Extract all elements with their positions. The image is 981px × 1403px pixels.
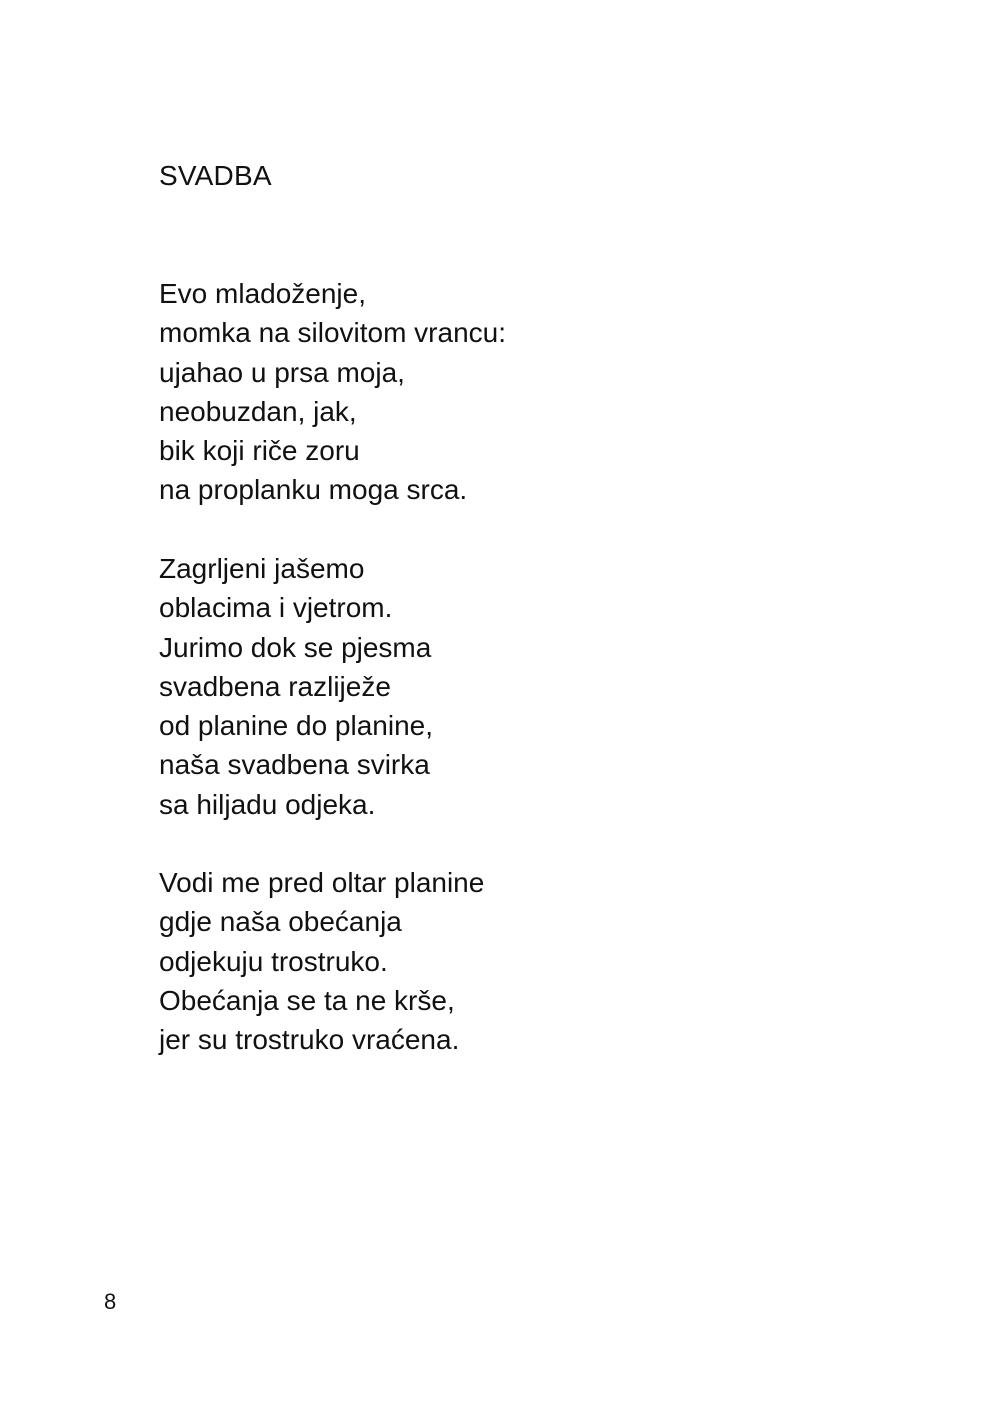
poem-line: Obećanja se ta ne krše, [159,984,455,1016]
poem-line: naša svadbena svirka [159,749,430,781]
poem-line: sa hiljadu odjeka. [159,788,376,820]
poem-line: Evo mladoženje, [159,278,367,309]
poem-line: Vodi me pred oltar planine [159,867,485,898]
poem-line: neobuzdan, jak, [159,395,357,427]
poem-line: odjekuju trostruko. [159,945,388,977]
poem-line: Zagrljeni jašemo [159,553,365,584]
stanza-3 [159,863,484,1059]
poem-line: jer su trostruko vraćena. [159,1024,460,1056]
poem-title: SVADBA [159,160,272,191]
poem-line: gdje naša obećanja [159,906,402,938]
poem-line: Jurimo dok se pjesma [159,631,432,663]
page-number: 8 [104,1289,117,1314]
poem-line: ujahao u prsa moja, [159,356,405,388]
stanza-2 [159,549,433,824]
poem-line: svadbena razliježe [159,670,391,702]
poem-line: od planine do planine, [159,710,434,742]
poem-line: na proplanku moga srca. [159,474,468,506]
stanza-1 [159,274,506,510]
poem-line: oblacima i vjetrom. [159,592,393,624]
poem-line: momka na silovitom vrancu: [159,317,507,349]
poem-line: bik koji riče zoru [159,435,360,467]
